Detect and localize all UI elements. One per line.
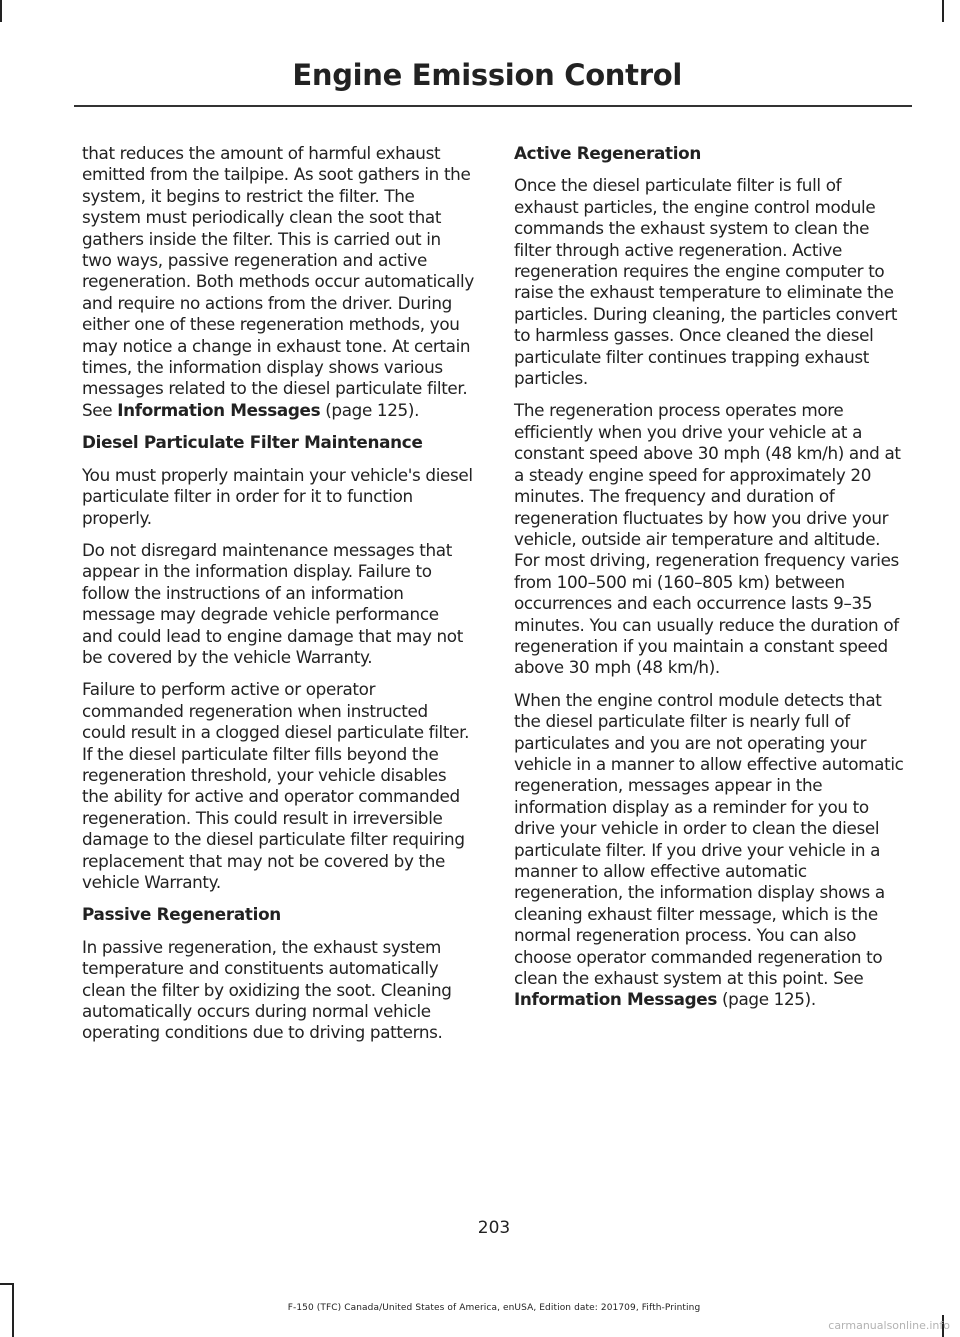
page-reference: (page 125). (716, 989, 816, 1010)
paragraph: Failure to perform active or operator commanded regeneration when instructed could result in a clogged diesel particulate filter. If the diesel particulate filter fills beyond the regeneration threshold, your vehicle disables the ability for active and operator commanded regeneration. This could result in irreversible damage to the diesel particulate filter requiring replacement that may not be covered by the vehicle Warranty. (82, 679, 470, 892)
left-column (82, 143, 474, 1055)
cross-reference-link[interactable]: Information Messages (514, 989, 717, 1010)
section-heading-passive: Passive Regeneration (82, 904, 281, 925)
header-divider (74, 105, 912, 107)
page-number: 203 (477, 1218, 511, 1238)
paragraph: Once the diesel particulate filter is full of exhaust particles, the engine control module commands the exhaust system to clean the filter through active regeneration. Active regeneration requires the engine computer to raise the exhaust temperature to eliminate the particles. During cleaning, the particles convert to harmless gasses. Once cleaned the diesel particulate filter continues trapping exhaust particles. (514, 175, 898, 389)
right-column (514, 143, 906, 1022)
paragraph: Do not disregard maintenance messages that appear in the information display. Failure to follow the instructions of an information message may degrade vehicle performance and could lead to engine damage that may not be covered by the vehicle Warranty. (82, 539, 463, 667)
cross-reference-link[interactable]: Information Messages (117, 399, 321, 420)
page-title: Engine Emission Control (292, 58, 682, 92)
paragraph (82, 143, 474, 421)
paragraph: In passive regeneration, the exhaust system temperature and constituents automatically clean the filter by oxidizing the soot. Cleaning automatically occurs during normal vehicle operating conditions due to driving patterns. (82, 936, 452, 1043)
paragraph (514, 690, 906, 1011)
crop-mark-top-right (942, 0, 944, 22)
paragraph: You must properly maintain your vehicle's diesel particulate filter in order for it to function properly. (82, 464, 473, 528)
page-reference: (page 125). (320, 399, 420, 420)
edition-footer: F-150 (TFC) Canada/United States of America, enUSA, Edition date: 201709, Fifth-Printing (287, 1303, 701, 1313)
paragraph-text: When the engine control module detects that the diesel particulate filter is nearly full of particulates and you are not operating your vehicle in a manner to allow effective automatic regeneration, messages appear in the information display as a reminder for you to drive your vehicle in order to clean the diesel particulate filter. If you drive your vehicle in a manner to allow effective automatic regeneration, the information display shows a cleaning exhaust filter message, which is the normal regeneration process. You can also choose operator commanded regeneration to clean the exhaust system at this point. See (514, 689, 904, 989)
crop-mark-bottom-left (0, 1283, 12, 1285)
watermark: carmanualsonline.info (828, 1319, 950, 1332)
crop-mark-top-left (0, 0, 2, 22)
paragraph-text: that reduces the amount of harmful exhaust emitted from the tailpipe. As soot gathers in the system, it begins to restrict the filter. The system must periodically clean the soot that gathers inside the filter. This is carried out in two ways, passive regeneration and active regeneration. Both methods occur automatically and require no actions from the driver. During either one of these regeneration methods, you may notice a change in exhaust tone. At certain times, the information display shows various messages related to the diesel particulate filter. See (82, 143, 474, 420)
paragraph: The regeneration process operates more efficiently when you drive your vehicle at a constant speed above 30 mph (48 km/h) and at a steady engine speed for approximately 20 minutes. The frequency and duration of regeneration fluctuates by how you drive your vehicle, outside air temperature and altitude. For most driving, regeneration frequency varies from 100–500 mi (160–805 km) between occurrences and each occurrence lasts 9–35 minutes. You can usually reduce the duration of regeneration if you maintain a constant speed above 30 mph (48 km/h). (514, 400, 901, 678)
section-heading-active: Active Regeneration (514, 143, 702, 163)
section-heading-maintenance: Diesel Particulate Filter Maintenance (82, 432, 423, 453)
